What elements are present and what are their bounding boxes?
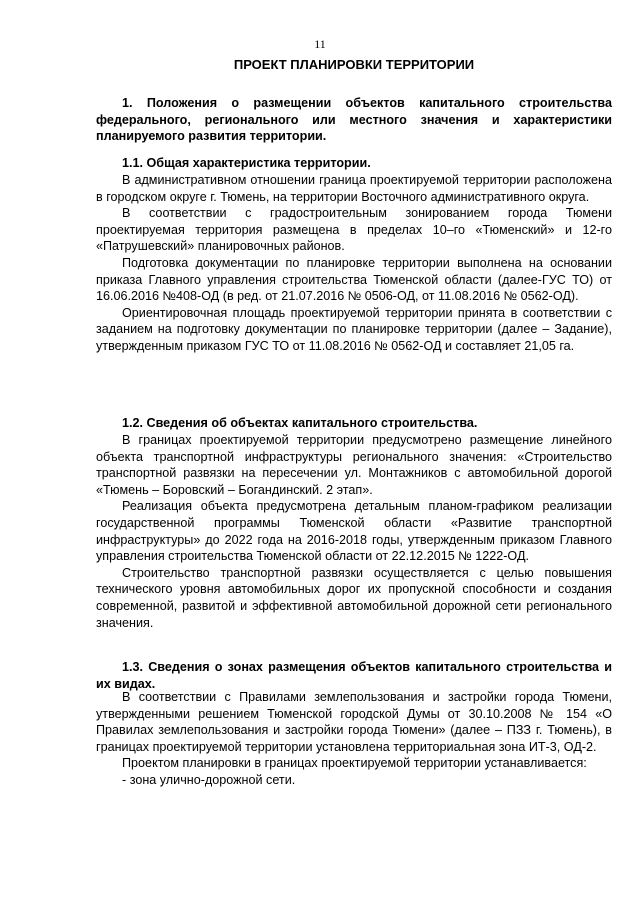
section-1-3-body (96, 689, 612, 789)
section-1-1-body (96, 172, 612, 355)
paragraph: Реализация объекта предусмотрена детальным планом-графиком реализации государственной программы Тюменской области «Развитие транспортной инфраструктуры» до 2022 года на 2016-2018 годы, утвержденным приказом Главного управления строительства Тюменской области от 22.12.2015 № 1222-ОД. (96, 499, 612, 564)
section-1-1-heading: 1.1. Общая характеристика территории. (122, 156, 371, 170)
paragraph: Подготовка документации по планировке территории выполнена на основании приказа Главного управления строительства Тюменской области (далее-ГУС ТО) от 16.06.2016 №408-ОД (в ред. от 21.07.2016 № 0506-ОД, от 11.08.2016 № 0562-ОД). (96, 255, 612, 304)
section-1-2-heading: 1.2. Сведения об объектах капитального строительства. (122, 416, 478, 430)
paragraph: В административном отношении граница проектируемой территории расположена в городском округе г. Тюмень, на территории Восточного административного округа. (96, 173, 612, 204)
list-item: - зона улично-дорожной сети. (122, 772, 296, 787)
paragraph: Проектом планировки в границах проектируемой территории устанавливается: (122, 756, 587, 771)
paragraph: В границах проектируемой территории предусмотрено размещение линейного объекта транспортной инфраструктуры регионального значения: «Строительство транспортной развязки на пересечении ул. Монтажников с автомобильной дорогой «Тюмень – Боровский – Богандинский. 2 этап». (96, 433, 612, 497)
paragraph: В соответствии с градостроительным зонированием города Тюмени проектируемая территория размещена в пределах 10–го «Тюменский» и 12-го «Патрушевский» планировочных районов. (96, 206, 612, 254)
paragraph: Строительство транспортной развязки осуществляется с целью повышения технического уровня автомобильных дорог их пропускной способности и создания современной, развитой и эффективной автомобильной дорожной сети регионального значения. (96, 565, 612, 630)
section-1-2-body (96, 432, 612, 631)
section-1-heading: 1. Положения о размещении объектов капитального строительства федерального, регионального или местного значения и характеристики планируемого развития территории. (96, 96, 612, 144)
paragraph: В соответствии с Правилами землепользования и застройки города Тюмени, утвержденными решением Тюменской городской Думы от 30.10.2008 № 154 «О Правилах землепользования и застройки города Тюмени» (далее – ПЗЗ г. Тюмень), в границах проектируемой территории установлена территориальная зона ИТ-3, ОД-2. (96, 690, 612, 754)
page-number: 11 (314, 37, 326, 51)
section-1-3-heading: 1.3. Сведения о зонах размещения объектов капитального строительства и их видах. (96, 660, 612, 691)
paragraph: Ориентировочная площадь проектируемой территории принята в соответствии с заданием на подготовку документации по планировке территории (далее – Задание), утвержденным приказом ГУС ТО от 11.08.2016 № 0562-ОД и составляет 21,05 га. (96, 305, 612, 353)
page-title: ПРОЕКТ ПЛАНИРОВКИ ТЕРРИТОРИИ (233, 57, 475, 72)
